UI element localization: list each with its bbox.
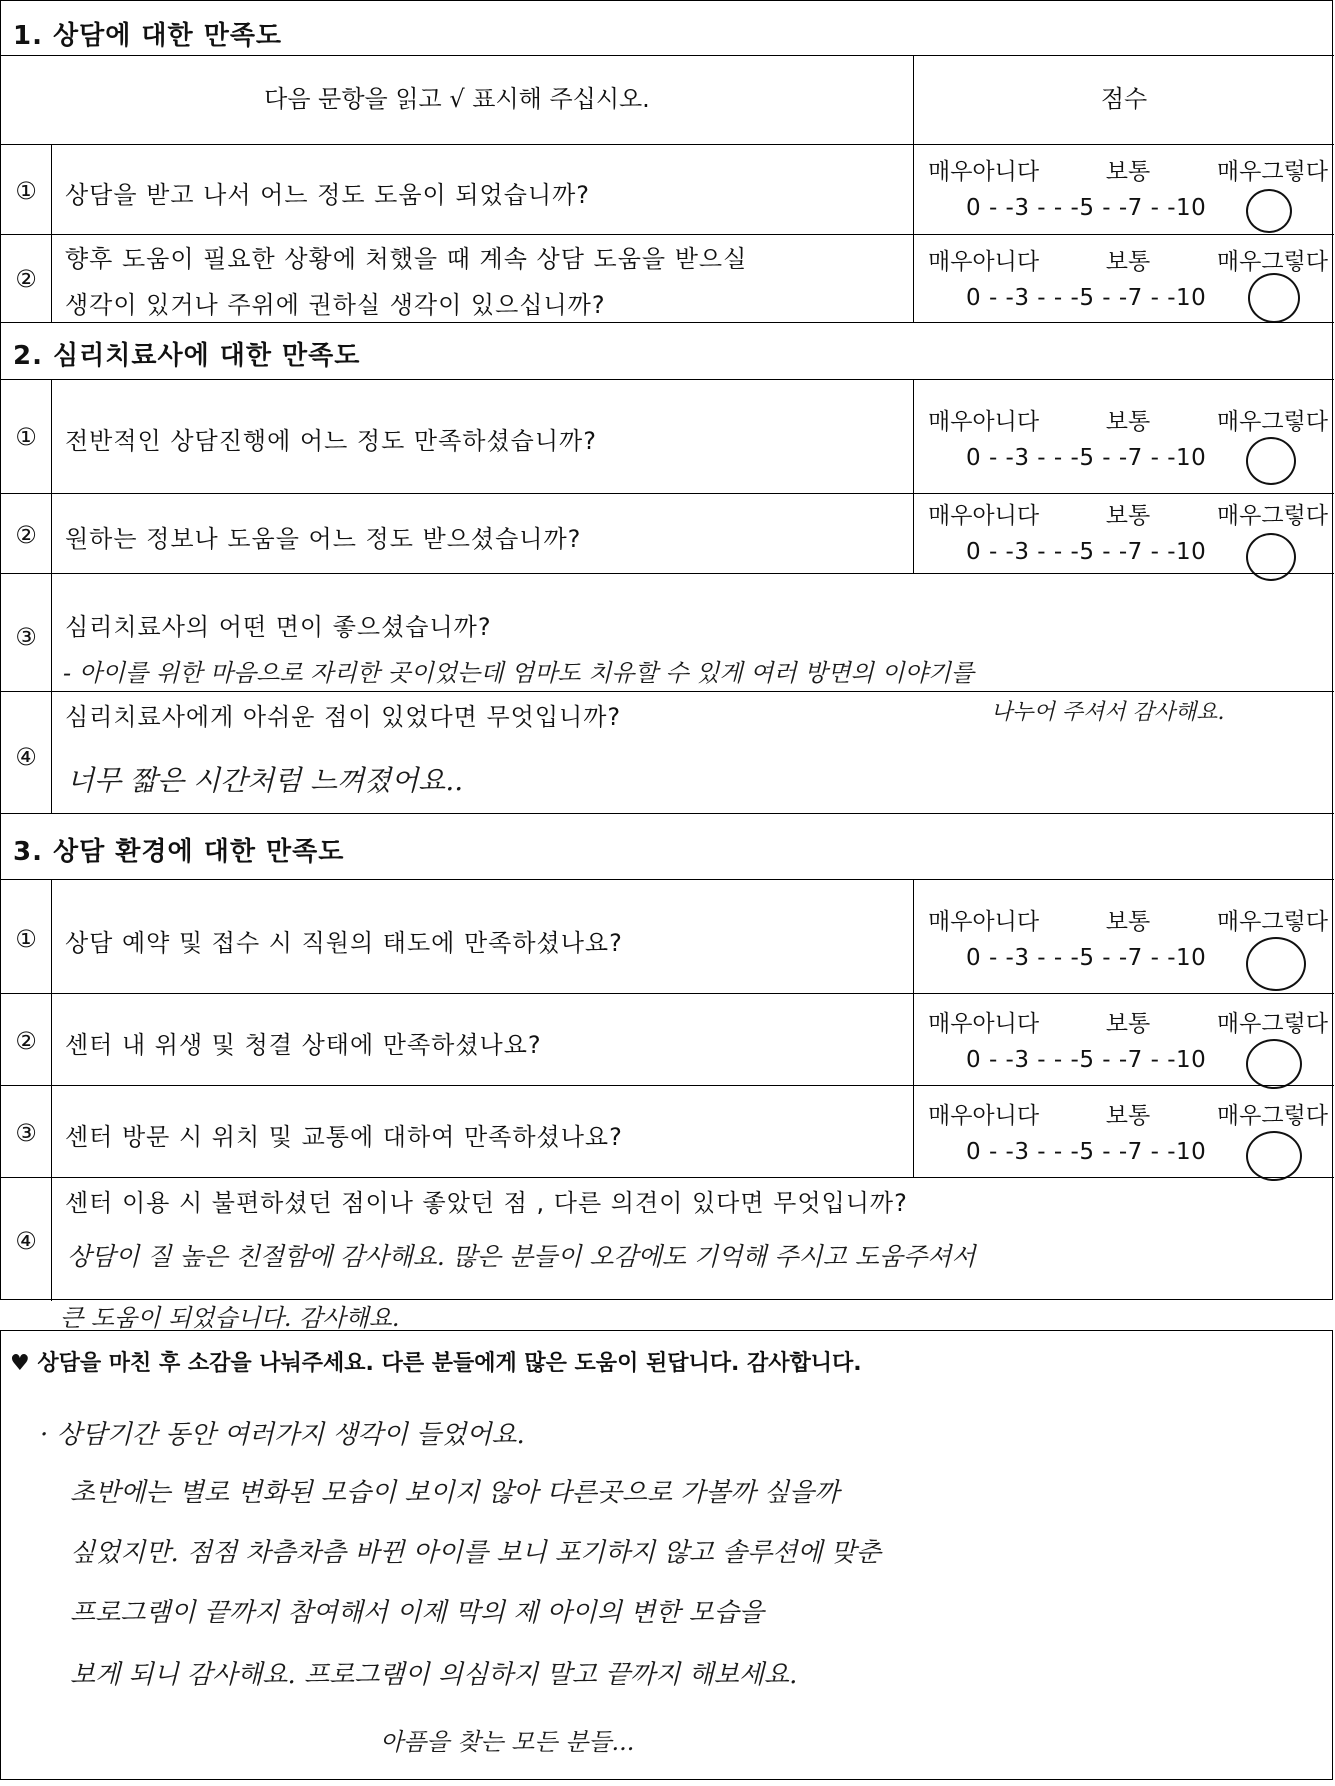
scale-low-label: 매우아니다 bbox=[928, 249, 1040, 275]
question-number: ② bbox=[15, 521, 37, 549]
question-number: ③ bbox=[15, 623, 37, 651]
scale-mid-label: 보통 bbox=[1105, 409, 1151, 435]
question-text: 센터 이용 시 불편하셨던 점이나 좋았던 점 , 다른 의견이 있다면 무엇입니까? bbox=[65, 1189, 908, 1217]
selected-score-circle bbox=[1248, 273, 1300, 323]
comment-line: 프로그램이 끝까지 참여해서 이제 막의 제 아이의 변한 모습을 bbox=[70, 1598, 765, 1628]
scale-values: 0 - -3 - - -5 - -7 - -10 bbox=[966, 539, 1207, 565]
selected-score-circle bbox=[1246, 437, 1296, 485]
scale-high-label: 매우그렇다 bbox=[1216, 503, 1328, 529]
comment-line: 보게 되니 감사해요. 프로그램이 의심하지 말고 끝까지 해보세요. bbox=[70, 1660, 798, 1690]
handwritten-answer-line1: - 아이를 위한 마음으로 자리한 곳이었는데 엄마도 치유할 수 있게 여러 방면의 이야기를 bbox=[63, 659, 975, 687]
question-number: ④ bbox=[15, 743, 37, 771]
scale-low-label: 매우아니다 bbox=[928, 1103, 1040, 1129]
question-text-line2: 생각이 있거나 주위에 권하실 생각이 있으십니까? bbox=[65, 291, 606, 319]
scale-values: 0 - -3 - - -5 - -7 - -10 bbox=[966, 285, 1207, 311]
question-number: ③ bbox=[15, 1119, 37, 1147]
comment-line: 아픔을 찾는 모든 분들... bbox=[380, 1728, 635, 1756]
question-text: 상담을 받고 나서 어느 정도 도움이 되었습니까? bbox=[65, 181, 591, 209]
selected-score-circle bbox=[1246, 937, 1306, 991]
handwritten-answer-line2: 나누어 주셔서 감사해요. bbox=[991, 700, 1225, 725]
score-header: 점수 bbox=[1100, 85, 1148, 113]
scale-values: 0 - -3 - - -5 - -7 - -10 bbox=[966, 945, 1207, 971]
question-text: 전반적인 상담진행에 어느 정도 만족하셨습니까? bbox=[65, 427, 597, 455]
question-text: 심리치료사에게 아쉬운 점이 있었다면 무엇입니까? bbox=[65, 703, 622, 731]
question-number: ① bbox=[15, 423, 37, 451]
scale-high-label: 매우그렇다 bbox=[1216, 909, 1328, 935]
section3-title: 3. 상담 환경에 대한 만족도 bbox=[13, 837, 345, 867]
scale-mid-label: 보통 bbox=[1105, 249, 1151, 275]
question-number: ② bbox=[15, 1027, 37, 1055]
scale-values: 0 - -3 - - -5 - -7 - -10 bbox=[966, 1139, 1207, 1165]
handwritten-answer: 너무 짧은 시간처럼 느껴졌어요.. bbox=[67, 764, 464, 797]
instruction-text: 다음 문항을 읽고 √ 표시해 주십시오. bbox=[264, 85, 650, 113]
scale-low-label: 매우아니다 bbox=[928, 159, 1040, 185]
section2-title: 2. 심리치료사에 대한 만족도 bbox=[13, 341, 361, 371]
comment-line: 싶었지만. 점점 차츰차츰 바뀐 아이를 보니 포기하지 않고 솔루션에 맞춘 bbox=[70, 1538, 882, 1568]
scale-mid-label: 보통 bbox=[1105, 909, 1151, 935]
question-text: 센터 내 위생 및 청결 상태에 만족하셨나요? bbox=[65, 1031, 542, 1059]
scale-mid-label: 보통 bbox=[1105, 1011, 1151, 1037]
handwritten-answer-line1: 상담이 질 높은 친절함에 감사해요. 많은 분들이 오감에도 기억해 주시고 도움주셔서 bbox=[67, 1242, 976, 1271]
selected-score-circle bbox=[1246, 189, 1292, 233]
question-text: 센터 방문 시 위치 및 교통에 대하여 만족하셨나요? bbox=[65, 1123, 623, 1151]
scale-high-label: 매우그렇다 bbox=[1216, 249, 1328, 275]
scale-values: 0 - -3 - - -5 - -7 - -10 bbox=[966, 1047, 1207, 1073]
question-text: 심리치료사의 어떤 면이 좋으셨습니까? bbox=[65, 613, 492, 641]
scale-low-label: 매우아니다 bbox=[928, 909, 1040, 935]
selected-score-circle bbox=[1246, 1039, 1302, 1089]
scale-mid-label: 보통 bbox=[1105, 1103, 1151, 1129]
question-text: 상담 예약 및 접수 시 직원의 태도에 만족하셨나요? bbox=[65, 929, 623, 957]
scale-low-label: 매우아니다 bbox=[928, 409, 1040, 435]
comments-prompt: ♥ 상담을 마친 후 소감을 나눠주세요. 다른 분들에게 많은 도움이 된답니다. 감사합니다. bbox=[10, 1351, 862, 1376]
comment-line: 초반에는 별로 변화된 모습이 보이지 않아 다른곳으로 가볼까 싶을까 bbox=[70, 1478, 840, 1508]
scale-mid-label: 보통 bbox=[1105, 159, 1151, 185]
comment-line: · 상담기간 동안 여러가지 생각이 들었어요. bbox=[40, 1420, 525, 1450]
question-number: ① bbox=[15, 925, 37, 953]
scale-mid-label: 보통 bbox=[1105, 503, 1151, 529]
scale-low-label: 매우아니다 bbox=[928, 1011, 1040, 1037]
question-number: ④ bbox=[15, 1227, 37, 1255]
question-number: ② bbox=[15, 265, 37, 293]
question-number: ① bbox=[15, 177, 37, 205]
scale-high-label: 매우그렇다 bbox=[1216, 409, 1328, 435]
handwritten-answer-line2: 큰 도움이 되었습니다. 감사해요. bbox=[60, 1304, 400, 1332]
scale-values: 0 - -3 - - -5 - -7 - -10 bbox=[966, 445, 1207, 471]
selected-score-circle bbox=[1246, 1131, 1302, 1181]
scale-values: 0 - -3 - - -5 - -7 - -10 bbox=[966, 195, 1207, 221]
scale-high-label: 매우그렇다 bbox=[1216, 159, 1328, 185]
scale-high-label: 매우그렇다 bbox=[1216, 1103, 1328, 1129]
section1-title: 1. 상담에 대한 만족도 bbox=[13, 21, 283, 51]
question-text: 원하는 정보나 도움을 어느 정도 받으셨습니까? bbox=[65, 525, 582, 553]
scale-high-label: 매우그렇다 bbox=[1216, 1011, 1328, 1037]
question-text-line1: 향후 도움이 필요한 상황에 처했을 때 계속 상담 도움을 받으실 bbox=[65, 245, 748, 273]
scale-low-label: 매우아니다 bbox=[928, 503, 1040, 529]
